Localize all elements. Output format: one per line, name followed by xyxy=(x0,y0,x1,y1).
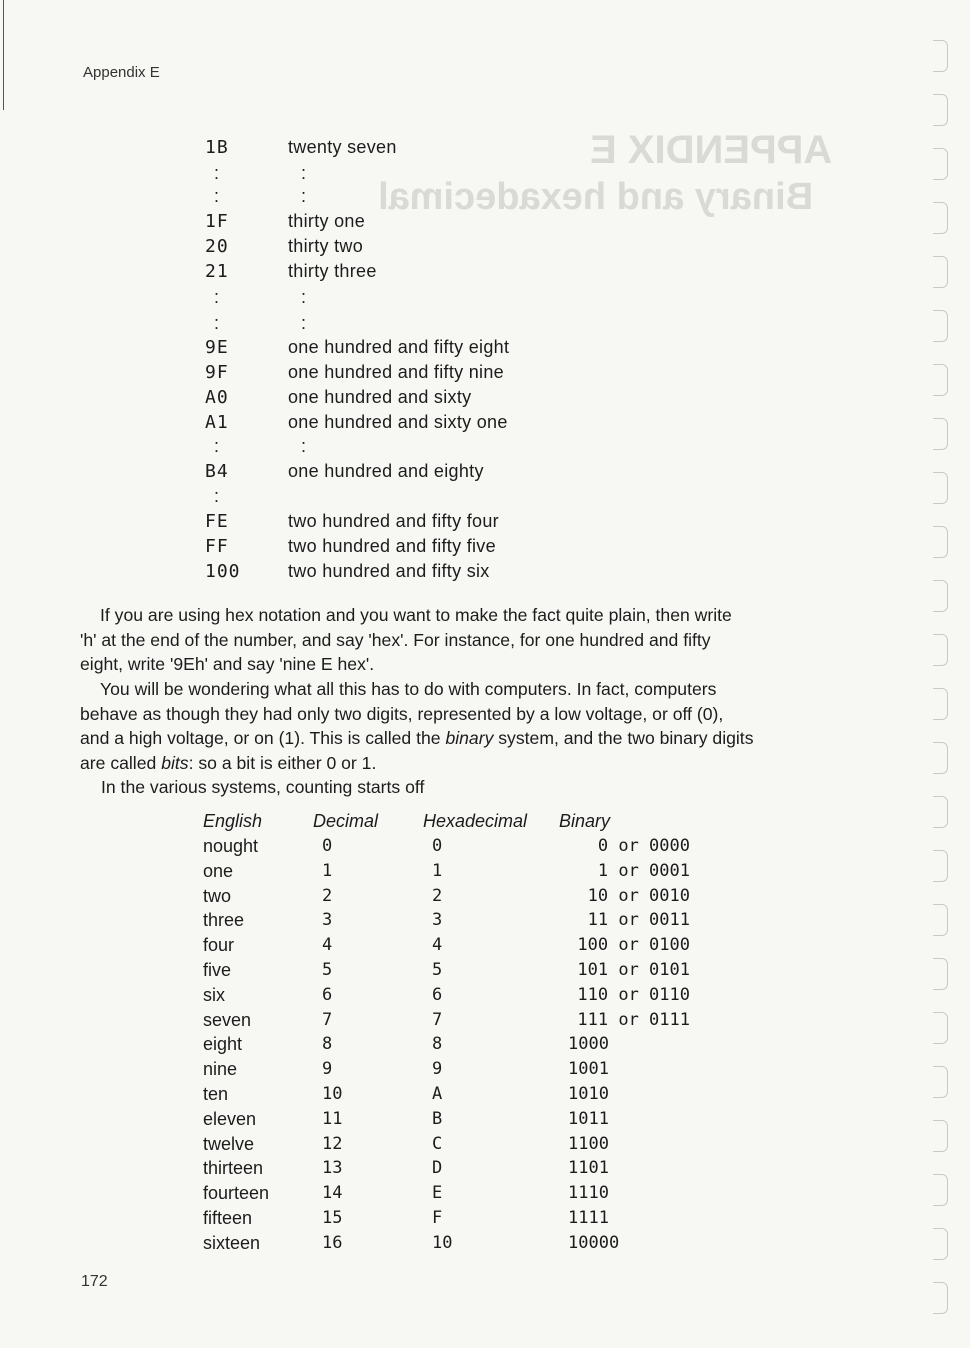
column-header-english: English xyxy=(203,811,263,831)
cell-decimal: 10 xyxy=(322,1084,343,1104)
cell-decimal: 15 xyxy=(322,1208,343,1228)
cell-decimal: 7 xyxy=(322,1009,333,1030)
cell-hexadecimal: C xyxy=(432,1133,443,1154)
ellipsis-mark: : xyxy=(301,436,307,456)
cell-binary: 1100 xyxy=(568,1133,609,1154)
binding-hole xyxy=(933,472,948,504)
binding-hole xyxy=(933,1228,948,1260)
column-header-binary: Binary xyxy=(559,811,611,831)
cell-decimal: 5 xyxy=(322,960,333,980)
binding-hole xyxy=(933,364,948,396)
hex-in-words: one hundred and eighty xyxy=(288,461,484,481)
hex-code: 100 xyxy=(205,561,241,582)
cell-decimal: 13 xyxy=(322,1158,343,1179)
cell-hexadecimal: 3 xyxy=(432,910,443,931)
cell-binary: 10 or 0010 xyxy=(587,885,690,906)
cell-binary: 10000 xyxy=(568,1232,620,1253)
cell-hexadecimal: B xyxy=(432,1108,443,1129)
binding-hole xyxy=(933,202,948,234)
hex-in-words: two hundred and fifty five xyxy=(288,536,496,556)
hex-code: FF xyxy=(205,536,229,557)
ellipsis-mark: : xyxy=(214,436,220,456)
cell-hexadecimal: 1 xyxy=(432,860,443,881)
cell-english: twelve xyxy=(203,1133,255,1154)
text-line: eight, write '9Eh' and say 'nine E hex'. xyxy=(80,654,375,674)
cell-decimal: 4 xyxy=(322,935,333,956)
hex-code: 20 xyxy=(205,236,229,257)
cell-hexadecimal: 5 xyxy=(432,960,443,980)
binding-hole xyxy=(933,1066,948,1098)
binding-hole xyxy=(933,256,948,288)
cell-hexadecimal: 6 xyxy=(432,984,443,1005)
cell-binary: 1000 xyxy=(568,1034,609,1055)
text-line: 'h' at the end of the number, and say 'hex'. For instance, for one hundred and fifty xyxy=(80,629,711,650)
cell-english: fourteen xyxy=(203,1183,270,1204)
cell-binary: 0 or 0000 xyxy=(597,836,690,856)
hex-code: 9F xyxy=(205,362,229,383)
cell-decimal: 1 xyxy=(322,860,333,881)
text-line: If you are using hex notation and you want to make the fact quite plain, then write xyxy=(100,605,732,625)
cell-hexadecimal: 7 xyxy=(432,1009,443,1030)
binding-hole xyxy=(933,850,948,882)
binding-hole xyxy=(933,634,948,666)
cell-decimal: 14 xyxy=(322,1183,343,1204)
text-line xyxy=(80,751,845,776)
cell-hexadecimal: A xyxy=(432,1084,443,1104)
running-head: Appendix E xyxy=(83,64,160,81)
cell-binary: 101 or 0101 xyxy=(577,960,690,980)
text-run: and a high voltage, or on (1). This is called the xyxy=(80,728,446,748)
show-through-title: APPENDIX E xyxy=(590,128,833,172)
text-line: You will be wondering what all this has to do with computers. In fact, computers xyxy=(100,679,717,699)
column-header-hexadecimal: Hexadecimal xyxy=(423,811,528,831)
text-line xyxy=(80,726,845,751)
cell-hexadecimal: 10 xyxy=(432,1232,453,1253)
hex-in-words: one hundred and sixty xyxy=(288,387,472,407)
column-header-decimal: Decimal xyxy=(313,811,379,831)
ellipsis-mark: : xyxy=(301,287,307,307)
cell-hexadecimal: E xyxy=(432,1183,443,1204)
binding-hole xyxy=(933,742,948,774)
cell-hexadecimal: 0 xyxy=(432,836,443,856)
cell-english: six xyxy=(203,984,225,1005)
cell-binary: 1010 xyxy=(568,1084,609,1104)
hex-code: FE xyxy=(205,511,229,532)
hex-in-words: thirty three xyxy=(288,261,377,281)
binding-hole xyxy=(933,1282,948,1314)
cell-english: ten xyxy=(203,1084,229,1104)
cell-hexadecimal: D xyxy=(432,1158,443,1179)
paragraph-hex-notation xyxy=(80,603,845,677)
cell-binary: 1111 xyxy=(568,1208,609,1228)
page-number: 172 xyxy=(81,1273,108,1290)
ellipsis-mark: : xyxy=(214,486,220,506)
cell-english: four xyxy=(203,935,235,956)
text-line: behave as though they had only two digits, represented by a low voltage, or off (0), xyxy=(80,703,724,724)
cell-binary: 1011 xyxy=(568,1108,609,1129)
ellipsis-mark: : xyxy=(214,186,220,206)
cell-binary: 11 or 0011 xyxy=(587,910,690,931)
hex-code: B4 xyxy=(205,461,229,482)
hex-code: 21 xyxy=(205,261,229,282)
text-run: system, and the two binary digits xyxy=(493,728,754,748)
cell-binary: 100 or 0100 xyxy=(577,935,690,956)
cell-decimal: 3 xyxy=(322,910,333,931)
cell-hexadecimal: F xyxy=(432,1208,443,1228)
cell-english: nine xyxy=(203,1059,238,1080)
hex-code: A1 xyxy=(205,412,229,433)
cell-decimal: 9 xyxy=(322,1059,333,1080)
cell-decimal: 11 xyxy=(322,1108,343,1129)
hex-code: 1B xyxy=(205,137,229,158)
ellipsis-mark: : xyxy=(301,186,307,206)
paragraph-counting-intro: In the various systems, counting starts off xyxy=(101,777,425,797)
ellipsis-mark: : xyxy=(214,287,220,307)
text-run: are called xyxy=(80,752,162,773)
cell-binary: 1 or 0001 xyxy=(597,860,690,881)
ellipsis-mark: : xyxy=(214,163,220,183)
cell-decimal: 8 xyxy=(322,1034,333,1055)
binding-hole xyxy=(933,418,948,450)
cell-hexadecimal: 2 xyxy=(432,885,443,906)
cell-binary: 1110 xyxy=(568,1183,609,1204)
cell-english: nought xyxy=(203,836,259,856)
cell-decimal: 16 xyxy=(322,1232,343,1253)
binding-holes xyxy=(914,40,954,1330)
binding-hole xyxy=(933,958,948,990)
hex-code: A0 xyxy=(205,387,229,408)
binding-hole xyxy=(933,310,948,342)
cell-english: one xyxy=(203,860,234,881)
cell-english: thirteen xyxy=(203,1158,264,1179)
hex-in-words: one hundred and fifty nine xyxy=(288,362,504,382)
text-run: : so a bit is either 0 or 1. xyxy=(188,752,377,773)
term-binary: binary xyxy=(445,728,494,748)
cell-hexadecimal: 9 xyxy=(432,1059,443,1080)
cell-binary: 1101 xyxy=(568,1158,609,1179)
binding-hole xyxy=(933,1012,948,1044)
cell-english: fifteen xyxy=(203,1208,253,1228)
cell-hexadecimal: 4 xyxy=(432,935,443,956)
binding-hole xyxy=(933,1120,948,1152)
cell-english: eleven xyxy=(203,1108,257,1129)
binding-hole xyxy=(933,904,948,936)
cell-binary: 110 or 0110 xyxy=(577,984,690,1005)
binding-hole xyxy=(933,148,948,180)
cell-hexadecimal: 8 xyxy=(432,1034,443,1055)
binding-hole xyxy=(933,40,948,72)
cell-english: five xyxy=(203,960,232,980)
hex-in-words: one hundred and sixty one xyxy=(288,412,508,432)
cell-english: three xyxy=(203,910,245,931)
cell-decimal: 0 xyxy=(322,836,333,856)
cell-english: two xyxy=(203,885,232,906)
cell-decimal: 12 xyxy=(322,1133,343,1154)
binding-hole xyxy=(933,580,948,612)
ellipsis-mark: : xyxy=(301,313,307,333)
binding-hole xyxy=(933,1174,948,1206)
binding-hole xyxy=(933,94,948,126)
cell-english: eight xyxy=(203,1034,243,1055)
cell-binary: 1001 xyxy=(568,1059,609,1080)
cell-decimal: 2 xyxy=(322,885,333,906)
hex-code: 1F xyxy=(205,211,229,232)
ellipsis-mark: : xyxy=(301,163,307,183)
page-edge xyxy=(3,0,4,110)
binding-hole xyxy=(933,796,948,828)
cell-english: seven xyxy=(203,1009,252,1030)
cell-binary: 111 or 0111 xyxy=(577,1009,690,1030)
cell-english: sixteen xyxy=(203,1232,261,1253)
paragraph-binary xyxy=(80,677,845,775)
ellipsis-mark: : xyxy=(214,313,220,333)
hex-code: 9E xyxy=(205,337,229,358)
hex-in-words: thirty two xyxy=(288,236,364,256)
hex-in-words: two hundred and fifty four xyxy=(288,511,499,531)
term-bits: bits xyxy=(161,752,189,773)
hex-in-words: twenty seven xyxy=(288,137,397,157)
show-through-subtitle: Binary and hexadecimal xyxy=(378,176,814,218)
hex-in-words: thirty one xyxy=(288,211,366,231)
cell-decimal: 6 xyxy=(322,984,333,1005)
hex-in-words: two hundred and fifty six xyxy=(288,561,490,581)
binding-hole xyxy=(933,688,948,720)
hex-in-words: one hundred and fifty eight xyxy=(288,337,510,357)
binding-hole xyxy=(933,526,948,558)
